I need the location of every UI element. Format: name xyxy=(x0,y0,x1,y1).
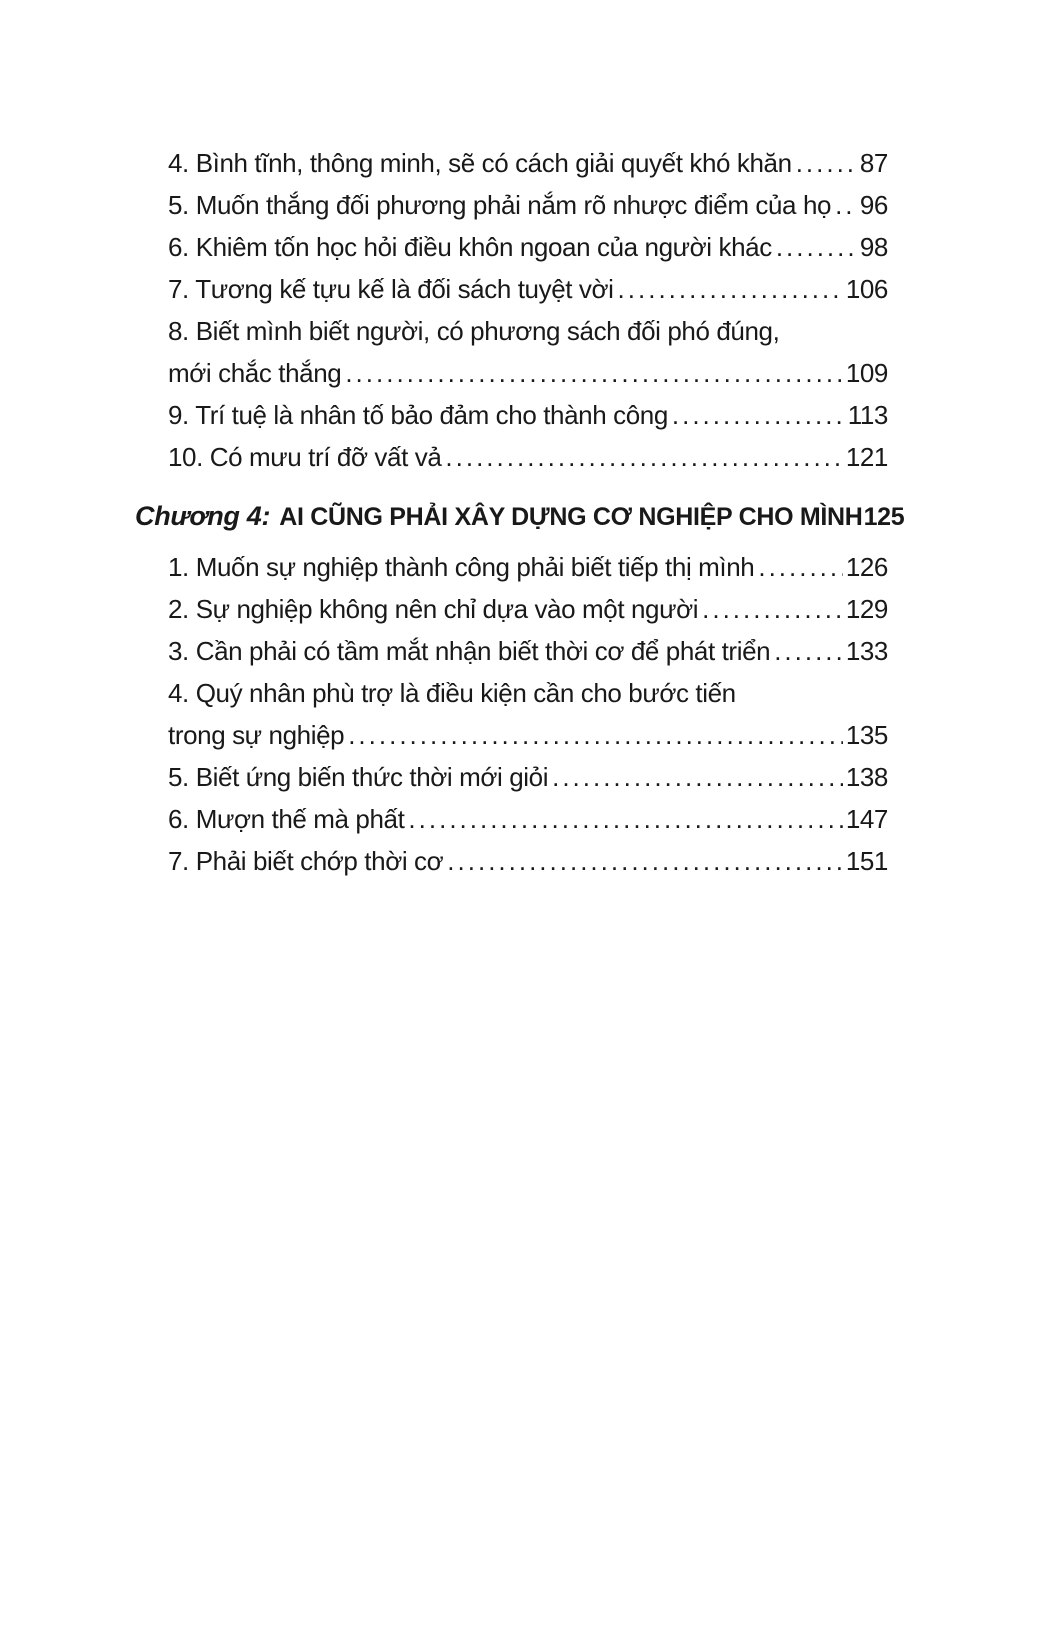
toc-entry-title: 8. Biết mình biết người, có phương sách đối phó đúng, xyxy=(168,316,780,346)
toc-entry-page: 129 xyxy=(845,594,888,624)
dot-leader xyxy=(770,630,843,672)
toc-entry xyxy=(168,630,888,672)
toc-entry-page: 113 xyxy=(847,400,888,430)
toc-entry-page: 121 xyxy=(845,442,888,472)
toc-entry-page: 87 xyxy=(859,148,888,178)
dot-leader xyxy=(668,394,845,436)
toc-entry-page: 96 xyxy=(859,190,888,220)
dot-leader xyxy=(831,184,857,226)
toc-entry xyxy=(168,436,888,478)
toc-entry-title: 10. Có mưu trí đỡ vất vả xyxy=(168,442,442,472)
toc-entry xyxy=(168,268,888,310)
toc-entry-page: 109 xyxy=(845,358,888,388)
toc-entry-page: 135 xyxy=(845,720,888,750)
toc-entry-title: 4. Quý nhân phù trợ là điều kiện cần cho bước tiến xyxy=(168,678,736,708)
dot-leader xyxy=(344,714,843,756)
toc-entry-line2 xyxy=(168,352,888,394)
toc-entry-title: 3. Cần phải có tầm mắt nhận biết thời cơ để phát triển xyxy=(168,636,771,666)
toc-entry xyxy=(168,142,888,184)
toc-entry xyxy=(168,798,888,840)
dot-leader xyxy=(548,756,843,798)
toc-entry-title: 7. Tương kế tựu kế là đối sách tuyệt vời xyxy=(168,274,614,304)
toc-entry xyxy=(168,546,888,588)
dot-leader xyxy=(792,142,857,184)
dot-leader xyxy=(443,840,843,882)
toc-entry-title: 1. Muốn sự nghiệp thành công phải biết tiếp thị mình xyxy=(168,552,755,582)
dot-leader xyxy=(341,352,842,394)
toc-entry-title: 5. Biết ứng biến thức thời mới giỏi xyxy=(168,762,549,792)
toc-entry-page: 151 xyxy=(845,846,888,876)
toc-entry-title: 6. Mượn thế mà phất xyxy=(168,804,405,834)
toc-entry-title-continued: mới chắc thắng xyxy=(168,358,342,388)
dot-leader xyxy=(441,436,842,478)
toc-entry-line1 xyxy=(168,310,888,352)
chapter-heading-prefix: Chương 4: xyxy=(135,501,271,531)
toc-entry-page: 106 xyxy=(845,274,888,304)
toc-entry-page: 147 xyxy=(845,804,888,834)
toc-entry-page: 138 xyxy=(845,762,888,792)
toc-entry-title-continued: trong sự nghiệp xyxy=(168,720,345,750)
toc-entry-title: 9. Trí tuệ là nhân tố bảo đảm cho thành công xyxy=(168,400,668,430)
dot-leader xyxy=(404,798,842,840)
toc-entry-page: 133 xyxy=(845,636,888,666)
toc-content xyxy=(135,142,905,882)
chapter-heading xyxy=(135,492,905,540)
toc-entry-page: 98 xyxy=(859,232,888,262)
toc-entry-title: 6. Khiêm tốn học hỏi điều khôn ngoan của người khác xyxy=(168,232,772,262)
toc-entry xyxy=(168,756,888,798)
toc-entry xyxy=(168,226,888,268)
dot-leader xyxy=(614,268,843,310)
chapter-heading-title: AI CŨNG PHẢI XÂY DỰNG CƠ NGHIỆP CHO MÌNH xyxy=(279,503,863,531)
dot-leader xyxy=(772,226,857,268)
dot-leader xyxy=(754,546,842,588)
toc-entry-page: 126 xyxy=(845,552,888,582)
toc-entry-title: 2. Sự nghiệp không nên chỉ dựa vào một người xyxy=(168,594,699,624)
toc-entry-title: 4. Bình tĩnh, thông minh, sẽ có cách giải quyết khó khăn xyxy=(168,148,792,178)
toc-entry xyxy=(168,394,888,436)
dot-leader xyxy=(698,588,843,630)
toc-entry-line2 xyxy=(168,714,888,756)
toc-entry xyxy=(168,840,888,882)
chapter-heading-page: 125 xyxy=(863,503,905,531)
toc-entry xyxy=(168,588,888,630)
toc-entry-title: 5. Muốn thắng đối phương phải nắm rõ nhược điểm của họ xyxy=(168,190,832,220)
toc-entry xyxy=(168,184,888,226)
toc-entry-line1 xyxy=(168,672,888,714)
toc-entry-title: 7. Phải biết chớp thời cơ xyxy=(168,846,444,876)
